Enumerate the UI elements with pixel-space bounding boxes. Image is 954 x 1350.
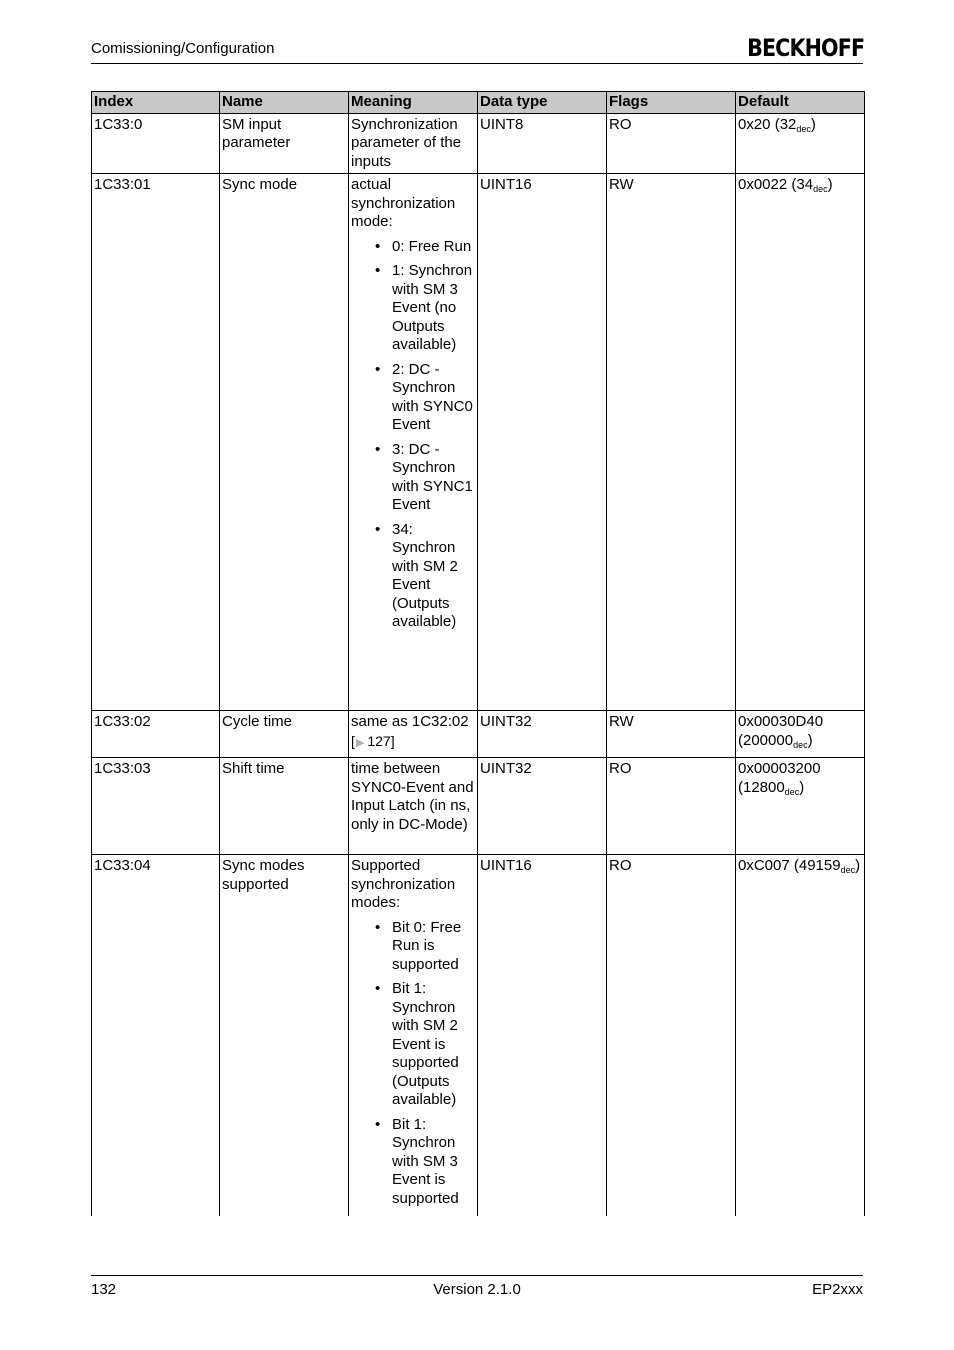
cell-index: 1C33:04 xyxy=(92,855,220,1217)
dec-subscript: dec xyxy=(813,184,828,194)
document-version: Version 2.1.0 xyxy=(433,1281,521,1298)
bullet-icon: • xyxy=(375,440,381,458)
column-header-meaning: Meaning xyxy=(349,92,478,114)
default-close: ) xyxy=(799,778,805,796)
default-close: ) xyxy=(810,115,816,133)
bullet-icon: • xyxy=(375,262,381,279)
sync-mode-list xyxy=(351,238,475,632)
cell-index: 1C33:03 xyxy=(92,758,220,855)
column-header-default: Default xyxy=(736,92,865,114)
dec-subscript: dec xyxy=(796,123,811,134)
bullet-icon: • xyxy=(375,237,381,255)
cell-flags: RW xyxy=(607,174,736,711)
dec-subscript: dec xyxy=(840,865,856,875)
cell-name: SM input parameter xyxy=(220,113,349,174)
default-close: ) xyxy=(827,176,833,193)
cell-meaning xyxy=(349,855,478,1217)
cell-data-type: UINT32 xyxy=(478,711,607,758)
cell-data-type: UINT32 xyxy=(478,758,607,855)
list-item: • Bit 0: Free Run is supported xyxy=(375,918,462,973)
default-close: ) xyxy=(807,731,813,749)
cell-default xyxy=(736,855,865,1217)
cell-meaning: Synchronization parameter of the inputs xyxy=(349,113,478,174)
link-arrow-icon: ▶ xyxy=(355,736,365,749)
table-header-row xyxy=(92,92,865,114)
bullet-icon: • xyxy=(375,980,381,997)
supported-modes-list xyxy=(351,919,475,1209)
default-value: 0x00030D40 (200000 xyxy=(738,713,824,749)
cell-meaning xyxy=(349,174,478,711)
object-parameter-table xyxy=(91,91,865,1216)
column-header-flags: Flags xyxy=(607,92,736,114)
cell-index: 1C33:01 xyxy=(92,174,220,711)
meaning-text: Supported synchronization modes: xyxy=(351,857,456,911)
default-value: 0xC007 (49159 xyxy=(738,857,841,874)
column-header-index: Index xyxy=(92,92,220,114)
cell-default xyxy=(736,758,865,855)
page-number: 132 xyxy=(91,1281,117,1298)
cell-name: Sync mode xyxy=(220,174,349,711)
bullet-icon: • xyxy=(375,360,381,378)
dec-subscript: dec xyxy=(793,739,808,750)
list-item: • 2: DC - Synchron with SYNC0 Event xyxy=(375,360,473,433)
default-value: 0x00003200 (12800 xyxy=(738,760,821,796)
cell-name: Cycle time xyxy=(220,711,349,758)
table-row xyxy=(92,113,865,174)
default-value: 0x20 (32 xyxy=(738,115,797,133)
cell-data-type: UINT16 xyxy=(478,855,607,1217)
default-value: 0x0022 (34 xyxy=(738,176,814,193)
table-row xyxy=(92,758,865,855)
list-item: • 0: Free Run xyxy=(375,237,472,255)
list-item: • 34: Synchron with SM 2 Event (Outputs available) xyxy=(375,520,458,630)
beckhoff-logo: BECKHOFF xyxy=(746,34,864,62)
cell-name: Shift time xyxy=(220,758,349,855)
cell-data-type: UINT8 xyxy=(478,113,607,174)
cell-index: 1C33:02 xyxy=(92,711,220,758)
column-header-name: Name xyxy=(220,92,349,114)
footer-divider xyxy=(91,1275,863,1276)
list-item: • Bit 1: Synchron with SM 3 Event is supported xyxy=(375,1115,459,1207)
cell-flags: RO xyxy=(607,855,736,1217)
dec-subscript: dec xyxy=(784,786,800,797)
column-header-data-type: Data type xyxy=(478,92,607,114)
cell-data-type: UINT16 xyxy=(478,174,607,711)
list-item: • 3: DC - Synchron with SYNC1 Event xyxy=(375,440,473,513)
bullet-icon: • xyxy=(375,520,381,538)
running-header-title: Comissioning/Configuration xyxy=(91,40,275,57)
cell-flags: RO xyxy=(607,758,736,855)
cell-name: Sync modes supported xyxy=(220,855,349,1217)
cell-default xyxy=(736,174,865,711)
list-item: • Bit 1: Synchron with SM 2 Event is supported (Outputs available) xyxy=(375,980,459,1108)
table-row xyxy=(92,174,865,711)
cell-meaning xyxy=(349,711,478,758)
page-reference-link[interactable]: [▶ 127] xyxy=(351,732,395,749)
cell-index: 1C33:0 xyxy=(92,113,220,174)
table-row xyxy=(92,855,865,1217)
table-row xyxy=(92,711,865,758)
bullet-icon: • xyxy=(375,918,381,936)
default-close: ) xyxy=(855,857,861,874)
bullet-icon: • xyxy=(375,1115,381,1133)
cell-flags: RW xyxy=(607,711,736,758)
meaning-text: same as 1C32:02 xyxy=(351,713,469,730)
cell-meaning: time between SYNC0-Event and Input Latch (in ns, only in DC-Mode) xyxy=(349,758,478,855)
product-name: EP2xxx xyxy=(812,1281,863,1298)
cell-default xyxy=(736,113,865,174)
cell-default xyxy=(736,711,865,758)
header-divider xyxy=(91,63,863,64)
cell-flags: RO xyxy=(607,113,736,174)
meaning-text: actual synchronization mode: xyxy=(351,176,456,230)
list-item: • 1: Synchron with SM 3 Event (no Outputs available) xyxy=(375,262,473,353)
